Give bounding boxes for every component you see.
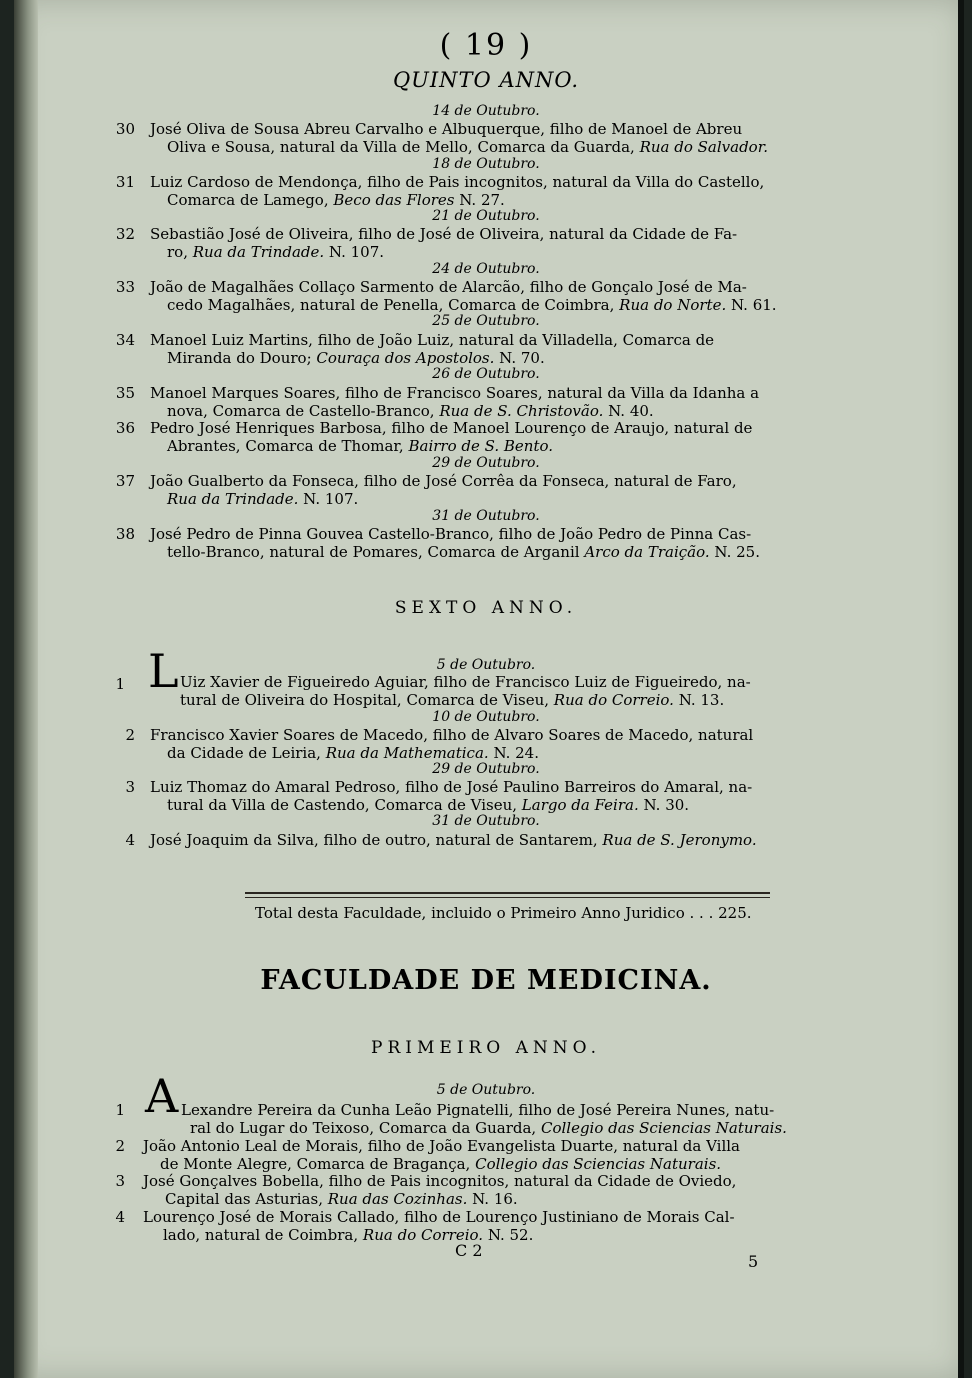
- entry-line: Luiz Cardoso de Mendonça, filho de Pais incognitos, natural da Villa do Castello,: [150, 173, 765, 191]
- entry-number: 31: [115, 173, 135, 191]
- section-title-sexto: SEXTO ANNO.: [394, 598, 578, 618]
- entry-number: 2: [115, 1137, 125, 1155]
- page-number: ( 19 ): [439, 28, 533, 63]
- signature-mark: C 2: [455, 1241, 483, 1260]
- entry-date: 25 de Outubro.: [432, 313, 540, 329]
- entry-line: ral do Lugar do Teixoso, Comarca da Guarda, Collegio das Sciencias Naturais.: [190, 1119, 787, 1137]
- entry-line: Miranda do Douro; Couraça dos Apostolos. N. 70.: [167, 349, 545, 367]
- drop-cap: A: [145, 1069, 179, 1123]
- entry-line: tural da Villa de Castendo, Comarca de Viseu, Largo da Feira. N. 30.: [167, 796, 690, 814]
- entry-date: 29 de Outubro.: [432, 455, 540, 471]
- entry-line: nova, Comarca de Castello-Branco, Rua de S. Christovão. N. 40.: [167, 402, 654, 420]
- entry-date: 5 de Outubro.: [436, 657, 536, 673]
- entry-line: Comarca de Lamego, Beco das Flores N. 27.: [167, 191, 505, 209]
- entry-number: 34: [115, 331, 135, 349]
- section-title-quinto: QUINTO ANNO.: [392, 68, 580, 92]
- entry-line: tello-Branco, natural de Pomares, Comarca de Arganil Arco da Traição. N. 25.: [167, 543, 760, 561]
- entry-line: João Antonio Leal de Morais, filho de João Evangelista Duarte, natural da Villa: [143, 1137, 740, 1155]
- entry-line: João de Magalhães Collaço Sarmento de Alarcão, filho de Gonçalo José de Ma-: [150, 278, 747, 296]
- entry-line: da Cidade de Leiria, Rua da Mathematica. N. 24.: [167, 744, 539, 762]
- entry-date: 5 de Outubro.: [436, 1082, 536, 1098]
- entry-line: José Joaquim da Silva, filho de outro, natural de Santarem, Rua de S. Jeronymo.: [150, 831, 757, 849]
- entry-line: ro, Rua da Trindade. N. 107.: [167, 243, 385, 261]
- entry-line: Sebastião José de Oliveira, filho de José de Oliveira, natural da Cidade de Fa-: [150, 225, 738, 243]
- entry-line: José Gonçalves Bobella, filho de Pais incognitos, natural da Cidade de Oviedo,: [143, 1172, 737, 1190]
- divider-rule: [245, 892, 770, 894]
- entry-number: 32: [115, 225, 135, 243]
- faculty-heading: FACULDADE DE MEDICINA.: [260, 965, 712, 996]
- entry-line: Lexandre Pereira da Cunha Leão Pignatelli, filho de José Pereira Nunes, natu-: [181, 1101, 775, 1119]
- entry-line: Rua da Trindade. N. 107.: [167, 490, 359, 508]
- entry-number: 3: [115, 1172, 125, 1190]
- entry-line: Capital das Asturias, Rua das Cozinhas. N. 16.: [165, 1190, 518, 1208]
- entry-line: tural de Oliveira do Hospital, Comarca de Viseu, Rua do Correio. N. 13.: [180, 691, 725, 709]
- entry-number: 35: [115, 384, 135, 402]
- entry-line: cedo Magalhães, natural de Penella, Comarca de Coimbra, Rua do Norte. N. 61.: [167, 296, 777, 314]
- entry-number: 30: [115, 120, 135, 138]
- entry-number: 3: [125, 778, 135, 796]
- entry-line: José Oliva de Sousa Abreu Carvalho e Albuquerque, filho de Manoel de Abreu: [150, 120, 743, 138]
- entry-date: 29 de Outubro.: [432, 761, 540, 777]
- entry-date: 31 de Outubro.: [432, 813, 540, 829]
- entry-number: 4: [115, 1208, 125, 1226]
- entry-number: 37: [115, 472, 135, 490]
- entry-number: 2: [125, 726, 135, 744]
- entry-line: Oliva e Sousa, natural da Villa de Mello, Comarca da Guarda, Rua do Salvador.: [167, 138, 769, 156]
- entry-line: Manoel Luiz Martins, filho de João Luiz, natural da Villadella, Comarca de: [150, 331, 715, 349]
- drop-cap: L: [148, 644, 179, 698]
- entry-number: 38: [115, 525, 135, 543]
- entry-date: 26 de Outubro.: [432, 366, 540, 382]
- entry-date: 18 de Outubro.: [432, 156, 540, 172]
- entry-date: 10 de Outubro.: [432, 709, 540, 725]
- entry-line: Lourenço José de Morais Callado, filho de Lourenço Justiniano de Morais Cal-: [143, 1208, 735, 1226]
- entry-number: 33: [115, 278, 135, 296]
- divider-rule: [245, 897, 770, 898]
- entry-line: Luiz Thomaz do Amaral Pedroso, filho de José Paulino Barreiros do Amaral, na-: [150, 778, 753, 796]
- book-binding: [14, 0, 38, 1378]
- faculty-total: Total desta Faculdade, incluido o Primeiro Anno Juridico . . . 225.: [255, 904, 752, 922]
- entry-date: 21 de Outubro.: [432, 208, 540, 224]
- entry-line: Francisco Xavier Soares de Macedo, filho de Alvaro Soares de Macedo, natural: [150, 726, 754, 744]
- entry-line: Uiz Xavier de Figueiredo Aguiar, filho de Francisco Luiz de Figueiredo, na-: [180, 673, 751, 691]
- entry-line: Abrantes, Comarca de Thomar, Bairro de S. Bento.: [167, 437, 554, 455]
- entry-line: de Monte Alegre, Comarca de Bragança, Collegio das Sciencias Naturais.: [160, 1155, 722, 1173]
- entry-number: 36: [115, 419, 135, 437]
- entry-date: 31 de Outubro.: [432, 508, 540, 524]
- entry-number: 1: [115, 675, 125, 693]
- entry-date: 14 de Outubro.: [432, 103, 540, 119]
- entry-number: 1: [115, 1101, 125, 1119]
- section-title-primeiro: PRIMEIRO ANNO.: [371, 1038, 601, 1058]
- entry-line: Manoel Marques Soares, filho de Francisco Soares, natural da Villa da Idanha a: [150, 384, 760, 402]
- entry-line: José Pedro de Pinna Gouvea Castello-Branco, filho de João Pedro de Pinna Cas-: [150, 525, 752, 543]
- entry-date: 24 de Outubro.: [432, 261, 540, 277]
- page-edge: [958, 0, 964, 1378]
- entry-line: João Gualberto da Fonseca, filho de José Corrêa da Fonseca, natural de Faro,: [150, 472, 737, 490]
- corner-mark: 5: [748, 1252, 759, 1271]
- entry-line: Pedro José Henriques Barbosa, filho de Manoel Lourenço de Araujo, natural de: [150, 419, 753, 437]
- entry-line: lado, natural de Coimbra, Rua do Correio. N. 52.: [163, 1226, 534, 1244]
- entry-number: 4: [125, 831, 135, 849]
